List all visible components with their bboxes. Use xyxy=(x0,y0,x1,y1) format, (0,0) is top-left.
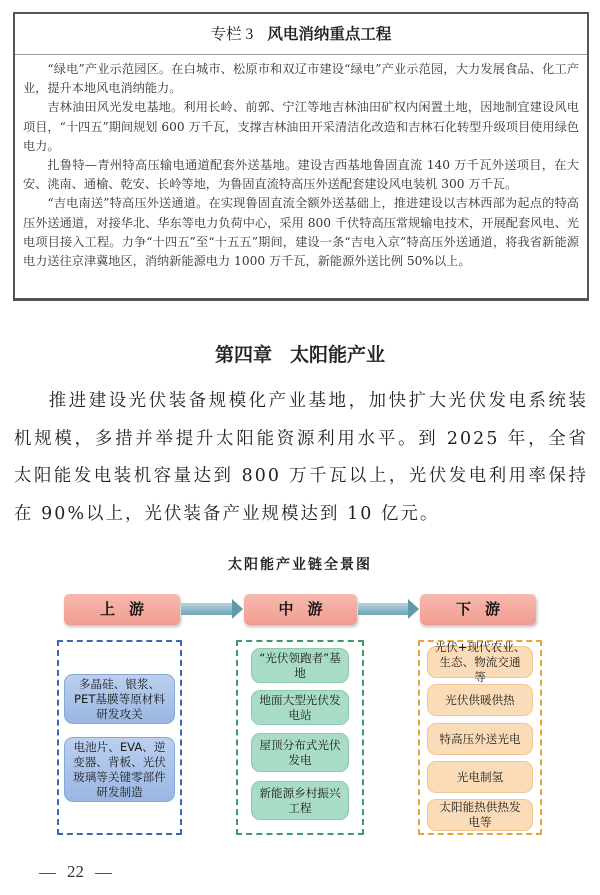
chapter-name: 太阳能产业 xyxy=(290,344,386,366)
downstream-item: 光伏+现代农业、生态、物流交通等 xyxy=(427,646,533,678)
stage-header-upstream: 上游 xyxy=(64,594,180,625)
midstream-item: 地面大型光伏发电站 xyxy=(251,690,349,725)
downstream-item: 光电制氢 xyxy=(427,761,533,793)
page-number-value: 22 xyxy=(67,862,84,881)
chapter-number: 第四章 xyxy=(214,344,272,366)
upstream-item: 电池片、EVA、逆变器、背板、光伏玻璃等关键零部件研发制造 xyxy=(64,737,175,802)
midstream-item: “光伏领跑者”基地 xyxy=(251,648,349,683)
special-paragraph: 吉林油田风光发电基地。利用长岭、前郭、宁江等地吉林油田矿权内闲置土地，因地制宜建设风电项目，“十四五”期间规划 600 万千瓦，支撑吉林油田开采清洁化改造和吉林石化转型升级项目使用绿色电力。 xyxy=(23,100,579,153)
arrow-right-icon xyxy=(181,599,243,619)
special-column-body xyxy=(15,55,587,271)
stage-header-midstream: 中游 xyxy=(244,594,357,625)
special-paragraph: 扎鲁特—青州特高压输电通道配套外送基地。建设吉西基地鲁固直流 140 万千瓦外送项目，在大安、洮南、通榆、乾安、长岭等地，为鲁固直流特高压外送配套建设风电装机 300 万千瓦。 xyxy=(23,158,579,192)
special-column-number: 专栏 3 xyxy=(210,26,254,43)
downstream-item: 光伏供暖供热 xyxy=(427,684,533,716)
midstream-item: 新能源乡村振兴工程 xyxy=(251,781,349,820)
special-paragraph: “绿电”产业示范园区。在白城市、松原市和双辽市建设“绿电”产业示范园，大力发展食品、化工产业，提升本地风电消纳能力。 xyxy=(23,62,579,96)
arrow-right-icon xyxy=(358,599,419,619)
special-column-heading: 风电消纳重点工程 xyxy=(267,25,392,43)
special-column-title xyxy=(15,14,587,55)
chapter-title xyxy=(0,340,600,367)
downstream-item: 太阳能热供热发电等 xyxy=(427,799,533,831)
upstream-item: 多晶硅、银浆、PET基膜等原材料研发攻关 xyxy=(64,674,175,724)
special-paragraph: “吉电南送”特高压外送通道。在实现鲁固直流全额外送基础上，推进建设以吉林西部为起点的特高压外送通道，对接华北、华东等电力负荷中心，采用 800 千伏特高压常规输电技术，开展配套风电、光电项目接入工程。力争“十四五”至“十五五”期间，建设一条“吉电入京”特高压外送通道，将我省新能源电力送往京津冀地区，消纳新能源电力 1000 万千瓦，新能源外送比例 50%以上。 xyxy=(23,196,579,269)
body-paragraph: 推进建设光伏装备规模化产业基地，加快扩大光伏发电系统装机规模，多措并举提升太阳能资源利用水平。到 2025 年，全省太阳能发电装机容量达到 800 万千瓦以上，光伏发电利用率保持在 90%以上，光伏装备产业规模达到 10 亿元。 xyxy=(14,391,588,524)
special-column-box xyxy=(13,12,589,301)
midstream-item: 屋顶分布式光伏发电 xyxy=(251,733,349,772)
downstream-item: 特高压外送光电 xyxy=(427,723,533,755)
diagram-title: 太阳能产业链全景图 xyxy=(228,557,372,573)
stage-header-downstream: 下游 xyxy=(420,594,536,625)
page-number xyxy=(28,862,123,882)
